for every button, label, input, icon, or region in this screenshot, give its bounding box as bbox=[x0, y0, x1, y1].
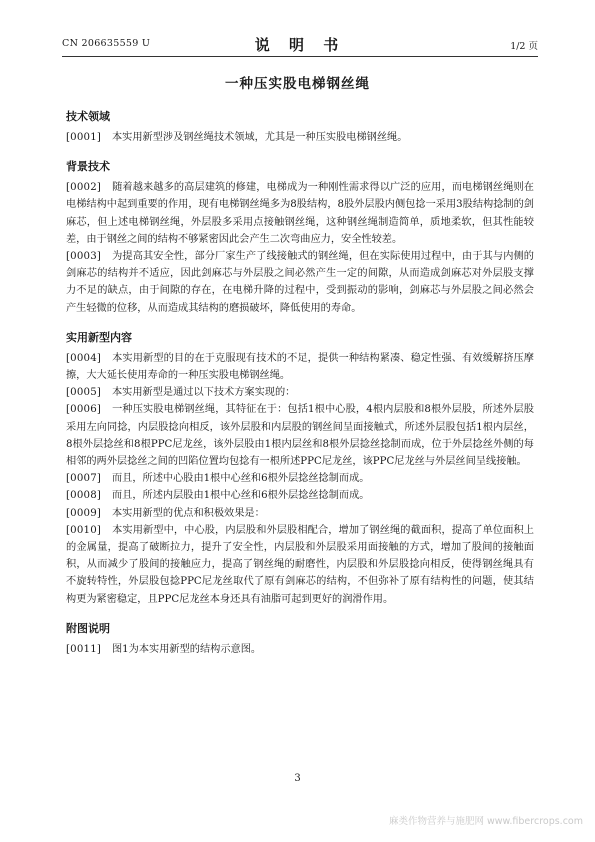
section-heading-figures: 附图说明 bbox=[66, 621, 110, 635]
paragraph bbox=[66, 401, 534, 470]
paragraph-text: 图1为本实用新型的结构示意图。 bbox=[112, 643, 262, 655]
paragraph bbox=[66, 384, 534, 401]
paragraph-number: [0009] bbox=[66, 507, 102, 519]
document-type: 说 明 书 bbox=[254, 36, 346, 54]
paragraph-text: 随着越来越多的高层建筑的修建，电梯成为一种刚性需求得以广泛的应用，而电梯钢丝绳则在电梯结构中起到重要的作用，现有电梯钢丝绳多为8股结构，8股外层股内侧包捻一采用3股结构捻制的剑麻芯，但上述电梯钢丝绳，外层股多采用点接触钢丝绳，这种钢丝绳制造简单，质地柔软，但其性能较差，由于钢丝之间的结构不够紧密因此会产生二次弯曲应力，安全性较差。 bbox=[66, 182, 534, 245]
paragraph-number: [0001] bbox=[66, 132, 102, 143]
paragraph bbox=[66, 350, 534, 384]
paragraph-text: 本实用新型的目的在于克服现有技术的不足，提供一种结构紧凑、稳定性强、有效缓解挤压摩擦，大大延长使用寿命的一种压实股电梯钢丝绳。 bbox=[66, 352, 534, 382]
paragraph-text: 而且，所述中心股由1根中心丝和6根外层捻丝捻制而成。 bbox=[112, 473, 370, 485]
page-header bbox=[62, 34, 538, 54]
paragraph-text: 本实用新型是通过以下技术方案实现的： bbox=[112, 387, 296, 399]
paragraph-text: 本实用新型的优点和积极效果是： bbox=[112, 507, 265, 519]
section-heading-background: 背景技术 bbox=[66, 160, 110, 174]
paragraph bbox=[66, 470, 534, 487]
paragraph bbox=[66, 179, 534, 248]
paragraph-number: [0007] bbox=[66, 473, 102, 485]
paragraph bbox=[66, 487, 534, 504]
paragraph-number: [0010] bbox=[66, 524, 102, 536]
document-title: 一种压实股电梯钢丝绳 bbox=[225, 76, 370, 92]
paragraph-text: 本实用新型中，中心股，内层股和外层股相配合，增加了钢丝绳的截面积，提高了单位面积上的金属量，提高了破断拉力，提升了安全性，内层股和外层股采用面接触的方式，增加了股间的接触面积，从而减少了股间的接触应力，提高了钢丝绳的耐磨性，内层股和外层股捻向相反，使得钢丝绳具有不旋转特性，外层股包捻PPC尼龙丝取代了原有剑麻芯的结构，不但弥补了原有结构性的问题，使其结构更为紧密稳定，且PPC尼龙丝本身还具有油脂可起到更好的润滑作用。 bbox=[66, 524, 534, 605]
paragraph-number: [0008] bbox=[66, 490, 102, 502]
watermark: 麻类作物营养与施肥网 www.fibercrops.com bbox=[388, 816, 583, 827]
paragraph-number: [0004] bbox=[66, 352, 102, 364]
header-rule bbox=[62, 56, 538, 57]
paragraph-text: 而且，所述内层股由1根中心丝和6根外层捻丝捻制而成。 bbox=[112, 490, 370, 502]
page-info: 1/2 页 bbox=[510, 41, 538, 52]
paragraph-text: 为提高其安全性，部分厂家生产了线接触式的钢丝绳，但在实际使用过程中，由于其与内侧的剑麻芯的结构并不适应，因此剑麻芯与外层股之间必然产生一定的间隙，从而造成剑麻芯对外层股支撑力不足的缺点，由于间隙的存在，在电梯升降的过程中，受到振动的影响，剑麻芯与外层股之间必然会产生轻微的位移，从而造成其结构的磨损破坏，降低使用的寿命。 bbox=[66, 251, 534, 314]
paragraph-text: 本实用新型涉及钢丝绳技术领域，尤其是一种压实股电梯钢丝绳。 bbox=[112, 132, 408, 143]
paragraph-number: [0002] bbox=[66, 182, 102, 194]
paragraph bbox=[66, 522, 534, 608]
document-body bbox=[66, 108, 534, 658]
paragraph bbox=[66, 641, 534, 658]
publication-number: CN 206635559 U bbox=[62, 38, 151, 49]
paragraph bbox=[66, 248, 534, 317]
section-heading-tech-field: 技术领域 bbox=[66, 110, 110, 123]
page-number: 3 bbox=[294, 773, 301, 784]
paragraph-number: [0006] bbox=[66, 404, 102, 416]
paragraph-number: [0011] bbox=[66, 643, 102, 655]
section-heading-content: 实用新型内容 bbox=[66, 330, 132, 344]
paragraph-number: [0005] bbox=[66, 387, 102, 399]
paragraph bbox=[66, 505, 534, 522]
paragraph-number: [0003] bbox=[66, 251, 102, 263]
paragraph bbox=[66, 129, 534, 146]
paragraph-text: 一种压实股电梯钢丝绳，其特征在于：包括1根中心股，4根内层股和8根外层股，所述外层股采用左向同捻，内层股捻向相反，该外层股和内层股的钢丝间呈面接触式，所述外层股包括1根内层丝，8根外层捻丝和8根PPC尼龙丝，该外层股由1根内层丝和8根外层捻丝捻制而成，位于外层捻丝外侧的每相邻的两外层捻丝之间的凹陷位置均包捻有一根所述PPC尼龙丝，该PPC尼龙丝与外层丝间呈线接触。 bbox=[66, 404, 534, 468]
